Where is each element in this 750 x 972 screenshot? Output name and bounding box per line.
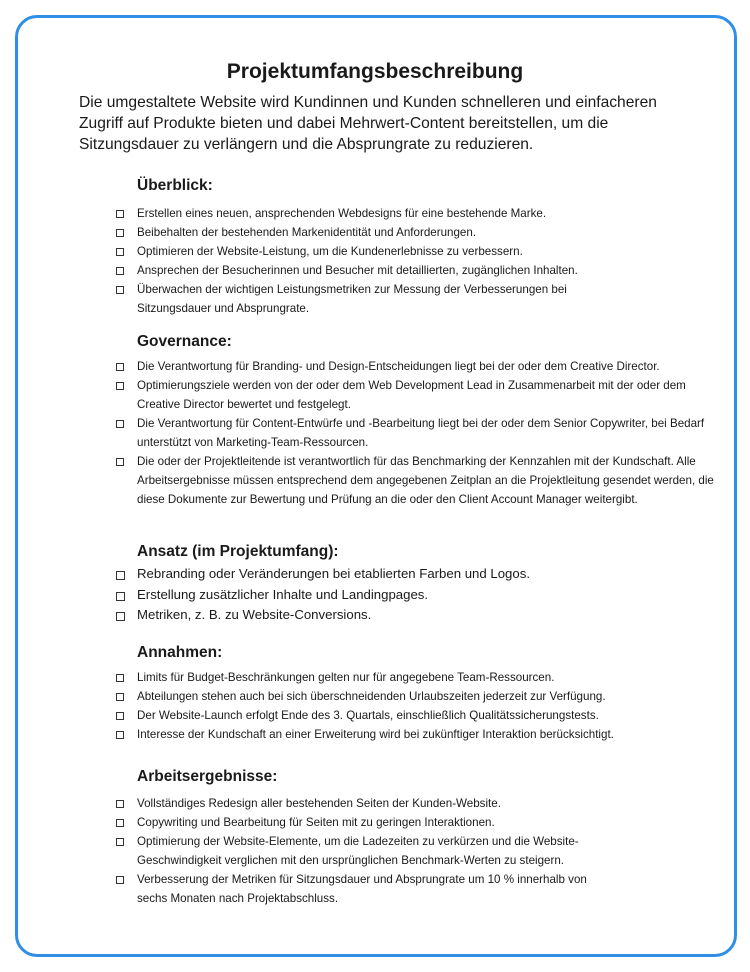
list-item: Metriken, z. B. zu Website-Conversions. bbox=[0, 605, 722, 626]
section-heading-annahmen: Annahmen: bbox=[137, 644, 223, 661]
list-item: Die Verantwortung für Content-Entwürfe und -Bearbeitung liegt bei der oder dem Senior Copywriter, bei Bedarf unterstützt von Marketing-Team-Ressourcen. bbox=[0, 414, 722, 452]
list-item: Ansprechen der Besucherinnen und Besucher mit detaillierten, zugänglichen Inhalten. bbox=[0, 261, 722, 280]
checkbox-icon bbox=[116, 674, 124, 682]
list-item: Die oder der Projektleitende ist verantwortlich für das Benchmarking der Kennzahlen mit der Kundschaft. Alle Arbeitsergebnisse müssen entsprechend dem angegebenen Zeitplan an die Projektleitung gesendet werden, die diese Dokumente zur Bewertung und Prüfung an die oder den Client Account Manager weitergibt. bbox=[0, 452, 722, 509]
checkbox-icon bbox=[116, 248, 124, 256]
checkbox-icon bbox=[116, 876, 124, 884]
list-item: Abteilungen stehen auch bei sich überschneidenden Urlaubszeiten jederzeit zur Verfügung. bbox=[0, 687, 722, 706]
checkbox-icon bbox=[116, 363, 124, 371]
list-item: Beibehalten der bestehenden Markenidentität und Anforderungen. bbox=[0, 223, 722, 242]
intro-paragraph: Die umgestaltete Website wird Kundinnen und Kunden schnelleren und einfacheren Zugriff auf Produkte bieten und dabei Mehrwert-Content bereitstellen, um die Sitzungsdauer zu verlängern und die Absprungrate zu reduzieren. bbox=[79, 94, 657, 153]
checkbox-icon bbox=[116, 267, 124, 275]
section-heading-ansatz: Ansatz (im Projektumfang): bbox=[137, 543, 339, 560]
section-list-annahmen bbox=[0, 668, 722, 744]
list-item: Interesse der Kundschaft an einer Erweiterung wird bei zukünftiger Interaktion berücksichtigt. bbox=[0, 725, 722, 744]
section-list-ansatz bbox=[0, 564, 722, 626]
checkbox-icon bbox=[116, 571, 125, 580]
checkbox-icon bbox=[116, 800, 124, 808]
checkbox-icon bbox=[116, 382, 124, 390]
checkbox-icon bbox=[116, 592, 125, 601]
section-list-arbeitsergebnisse bbox=[0, 794, 722, 908]
list-item: Optimierungsziele werden von der oder dem Web Development Lead in Zusammenarbeit mit der oder dem Creative Director bewertet und festgelegt. bbox=[0, 376, 722, 414]
checkbox-icon bbox=[116, 612, 125, 621]
section-list-ueberblick bbox=[0, 204, 722, 318]
list-item: Limits für Budget-Beschränkungen gelten nur für angegebene Team-Ressourcen. bbox=[0, 668, 722, 687]
list-item: Die Verantwortung für Branding- und Design-Entscheidungen liegt bei der oder dem Creative Director. bbox=[0, 357, 722, 376]
list-item: Erstellung zusätzlicher Inhalte und Landingpages. bbox=[0, 585, 722, 606]
list-item: Der Website-Launch erfolgt Ende des 3. Quartals, einschließlich Qualitätssicherungstests. bbox=[0, 706, 722, 725]
section-heading-ueberblick: Überblick: bbox=[137, 177, 213, 194]
checkbox-icon bbox=[116, 458, 124, 466]
list-item: Optimierung der Website-Elemente, um die Ladezeiten zu verkürzen und die Website-Geschwindigkeit verglichen mit den ursprünglichen Benchmark-Werten zu steigern. bbox=[0, 832, 627, 870]
checkbox-icon bbox=[116, 210, 124, 218]
section-list-governance bbox=[0, 357, 722, 509]
checkbox-icon bbox=[116, 286, 124, 294]
list-item: Überwachen der wichtigen Leistungsmetriken zur Messung der Verbesserungen bei Sitzungsdauer und Absprungrate. bbox=[0, 280, 627, 318]
page-title: Projektumfangsbeschreibung bbox=[226, 60, 524, 83]
section-heading-arbeitsergebnisse: Arbeitsergebnisse: bbox=[137, 768, 278, 785]
checkbox-icon bbox=[116, 819, 124, 827]
list-item: Vollständiges Redesign aller bestehenden Seiten der Kunden-Website. bbox=[0, 794, 722, 813]
checkbox-icon bbox=[116, 229, 124, 237]
checkbox-icon bbox=[116, 420, 124, 428]
checkbox-icon bbox=[116, 712, 124, 720]
checkbox-icon bbox=[116, 838, 124, 846]
list-item: Erstellen eines neuen, ansprechenden Webdesigns für eine bestehende Marke. bbox=[0, 204, 722, 223]
section-heading-governance: Governance: bbox=[137, 333, 232, 350]
checkbox-icon bbox=[116, 731, 124, 739]
list-item: Optimieren der Website-Leistung, um die Kundenerlebnisse zu verbessern. bbox=[0, 242, 722, 261]
checkbox-icon bbox=[116, 693, 124, 701]
list-item: Verbesserung der Metriken für Sitzungsdauer und Absprungrate um 10 % innerhalb von sechs Monaten nach Projektabschluss. bbox=[0, 870, 607, 908]
list-item: Rebranding oder Veränderungen bei etablierten Farben und Logos. bbox=[0, 564, 722, 585]
list-item: Copywriting und Bearbeitung für Seiten mit zu geringen Interaktionen. bbox=[0, 813, 722, 832]
